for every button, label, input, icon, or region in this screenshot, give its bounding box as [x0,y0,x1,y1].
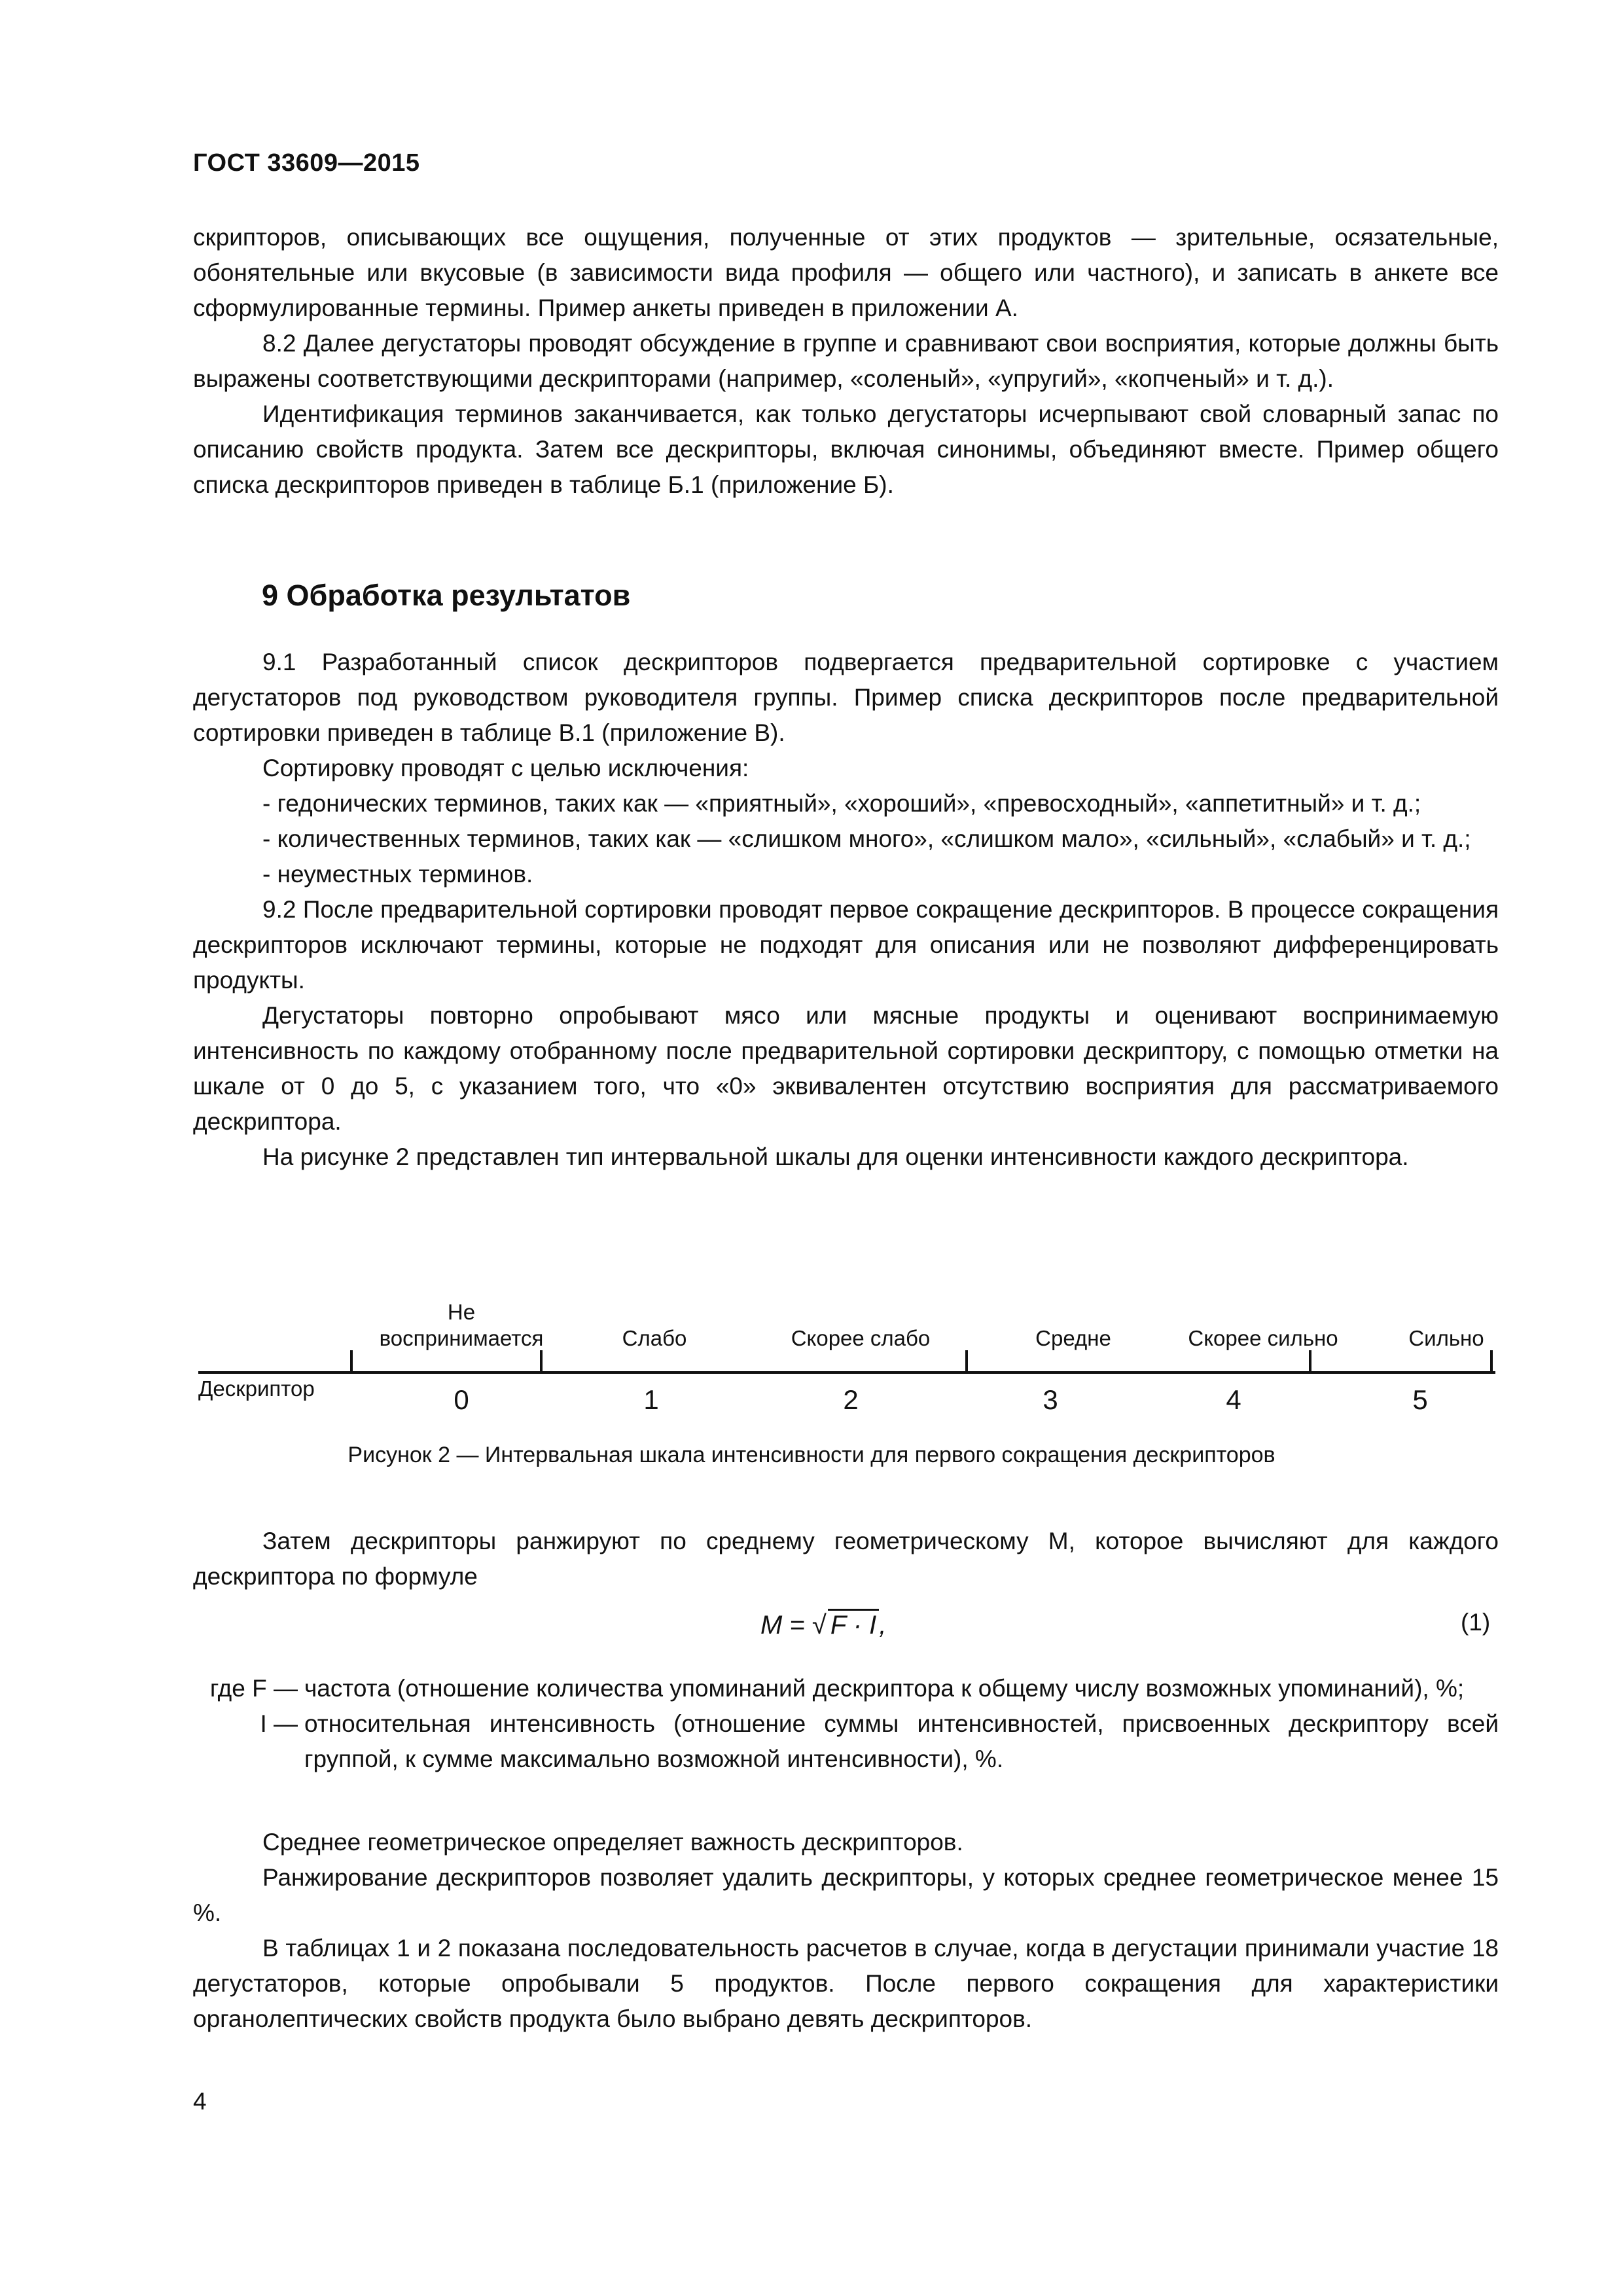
list-item: - неуместных терминов. [262,861,533,888]
paragraph: Идентификация терминов заканчивается, как только дегустаторы исчерпывают свой словарный запас по описанию свойств продукта. Затем все дескрипторы, включая синонимы, объединяют вместе. Пример общего списка дескрипторов приведен в таблице Б.1 (приложение Б). [193,401,1499,498]
paragraph: 9.2 После предварительной сортировки проводят первое сокращение дескрипторов. В процессе сокращения дескрипторов исключают термины, которые не подходят для описания или не позволяют дифференцировать продукты. [193,896,1499,994]
formula-legend [193,1671,1499,1777]
list-item: - гедонических терминов, таких как — «приятный», «хороший», «превосходный», «аппетитный» и т. д.; [262,790,1421,817]
scale-label-none [350,1299,573,1352]
formula-number: (1) [1461,1609,1491,1636]
scale-tick [350,1350,353,1374]
document-header: ГОСТ 33609—2015 [193,149,420,177]
scale-label-strong: Сильно [1408,1326,1484,1350]
scale-value: 4 [1226,1384,1241,1415]
figure-caption: Рисунок 2 — Интервальная шкала интенсивности для первого сокращения дескрипторов [348,1443,1275,1467]
paragraph: Ранжирование дескрипторов позволяет удалить дескрипторы, у которых среднее геометрическое менее 15 %. [193,1864,1499,1926]
legend-definition: частота (отношение количества упоминаний дескриптора к общему числу возможных упоминаний), %; [304,1675,1465,1702]
scale-axis-line [198,1371,1495,1374]
intensity-scale-figure [193,1299,1502,1430]
scale-tick [965,1350,968,1374]
formula-radicand: F · I [828,1609,879,1640]
legend-definition: относительная интенсивность (отношение суммы интенсивностей, присвоенных дескриптору всей группой, к сумме максимально возможной интенсивности), %. [304,1710,1499,1772]
scale-value: 2 [843,1384,859,1415]
paragraph: На рисунке 2 представлен тип интервальной шкалы для оценки интенсивности каждого дескриптора. [262,1143,1409,1170]
scale-label-weak: Слабо [622,1326,687,1350]
paragraph: В таблицах 1 и 2 показана последовательность расчетов в случае, когда в дегустации принимали участие 18 дегустаторов, которые опробывали 5 продуктов. После первого сокращения для характеристики органолептических свойств продукта было выбрано девять дескрипторов. [193,1935,1499,2032]
legend-row-f [193,1671,1499,1706]
section-title: 9 Обработка результатов [262,579,631,612]
scale-tick [1309,1350,1311,1374]
scale-value: 5 [1412,1384,1428,1415]
list-item: - количественных терминов, таких как — «слишком много», «слишком мало», «сильный», «слабый» и т. д.; [262,825,1471,852]
section-9-text [193,645,1499,1175]
legend-row-i [193,1706,1499,1777]
paragraph: Среднее геометрическое определяет важность дескрипторов. [262,1829,963,1856]
paragraph: Дегустаторы повторно опробывают мясо или мясные продукты и оценивают воспринимаемую интенсивность по каждому отобранному после предварительной сортировки дескриптору, с помощью отметки на шкале от 0 до 5, с указанием того, что «0» эквивалентен отсутствию восприятия для рассматриваемого дескриптора. [193,1002,1499,1135]
scale-value: 1 [643,1384,659,1415]
formula-trail: , [879,1611,887,1640]
formula-lhs: M = [760,1611,805,1640]
scale-label-medium: Средне [1035,1326,1111,1350]
paragraph: Затем дескрипторы ранжируют по среднему геометрическому M, которое вычисляют для каждого дескриптора по формуле [193,1528,1499,1590]
closing-text [193,1825,1499,2037]
scale-label-rather-strong: Скорее сильно [1188,1326,1338,1350]
paragraph: скрипторов, описывающих все ощущения, полученные от этих продуктов — зрительные, осязательные, обонятельные или вкусовые (в зависимости вида профиля — общего или частного), и записать в анкете все сформулированные термины. Пример анкеты приведен в приложении А. [193,224,1499,321]
scale-label-rather-weak: Скорее слабо [791,1326,931,1350]
scale-value: 3 [1043,1384,1058,1415]
scale-tick [540,1350,543,1374]
paragraph: 9.1 Разработанный список дескрипторов подвергается предварительной сортировке с участием дегустаторов под руководством руководителя группы. Пример списка дескрипторов после предварительной сортировки приведен в таблице В.1 (приложение В). [193,649,1499,746]
legend-key: I — [260,1710,298,1737]
formula-expression [760,1609,886,1640]
scale-value: 0 [454,1384,469,1415]
paragraph: 8.2 Далее дегустаторы проводят обсуждение в группе и сравнивают свои восприятия, которые должны быть выражены соответствующими дескрипторами (например, «соленый», «упругий», «копченый» и т. д.). [193,330,1499,392]
page-number: 4 [193,2088,207,2115]
scale-row-label: Дескриптор [198,1376,315,1401]
sqrt-symbol: √ [812,1611,827,1640]
formula-1 [0,1609,1623,1648]
scale-label-line: Не [447,1300,476,1324]
formula-intro [193,1524,1499,1594]
paragraph: Сортировку проводят с целью исключения: [262,755,749,781]
intro-text [193,220,1499,503]
legend-key: где F — [209,1675,298,1702]
scale-tick [1490,1350,1493,1374]
scale-label-line: воспринимается [379,1326,544,1350]
